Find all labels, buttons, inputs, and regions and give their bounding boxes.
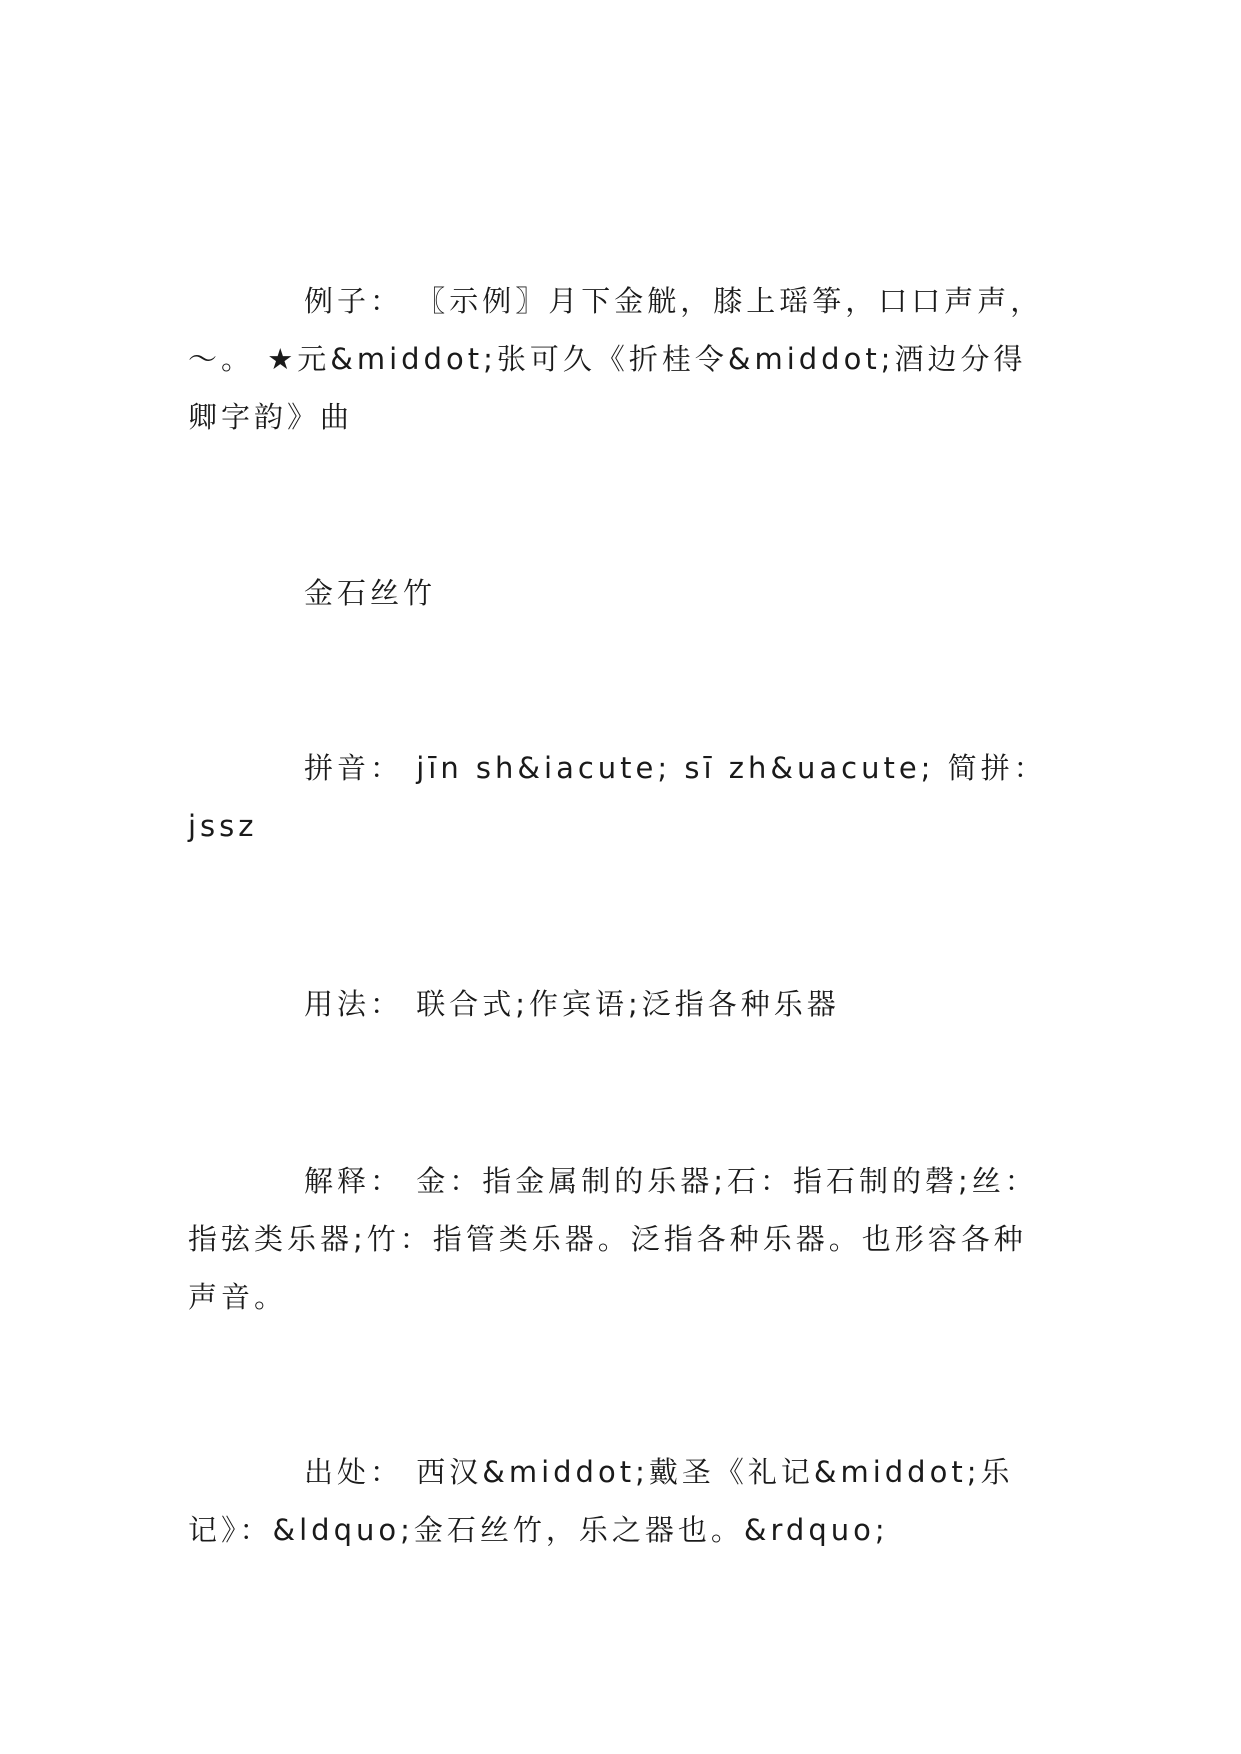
example-paragraph: 例子： 〖示例〗月下金觥，膝上瑶筝，口口声声，～。 ★元&middot;张可久《折桂令&middot;酒边分得卿字韵》曲 xyxy=(188,284,1044,434)
idiom-title: 金石丝竹 xyxy=(304,576,437,610)
pinyin-paragraph: 拼音： jīn sh&iacute; sī zh&uacute; 简拼：jssz xyxy=(188,751,1047,843)
usage-paragraph: 用法： 联合式;作宾语;泛指各种乐器 xyxy=(304,987,840,1021)
source-paragraph: 出处： 西汉&middot;戴圣《礼记&middot;乐记》：&ldquo;金石丝竹，乐之器也。&rdquo; xyxy=(188,1455,1014,1547)
explanation-paragraph: 解释： 金：指金属制的乐器;石：指石制的磬;丝：指弦类乐器;竹：指管类乐器。泛指各种乐器。也形容各种声音。 xyxy=(188,1164,1038,1314)
